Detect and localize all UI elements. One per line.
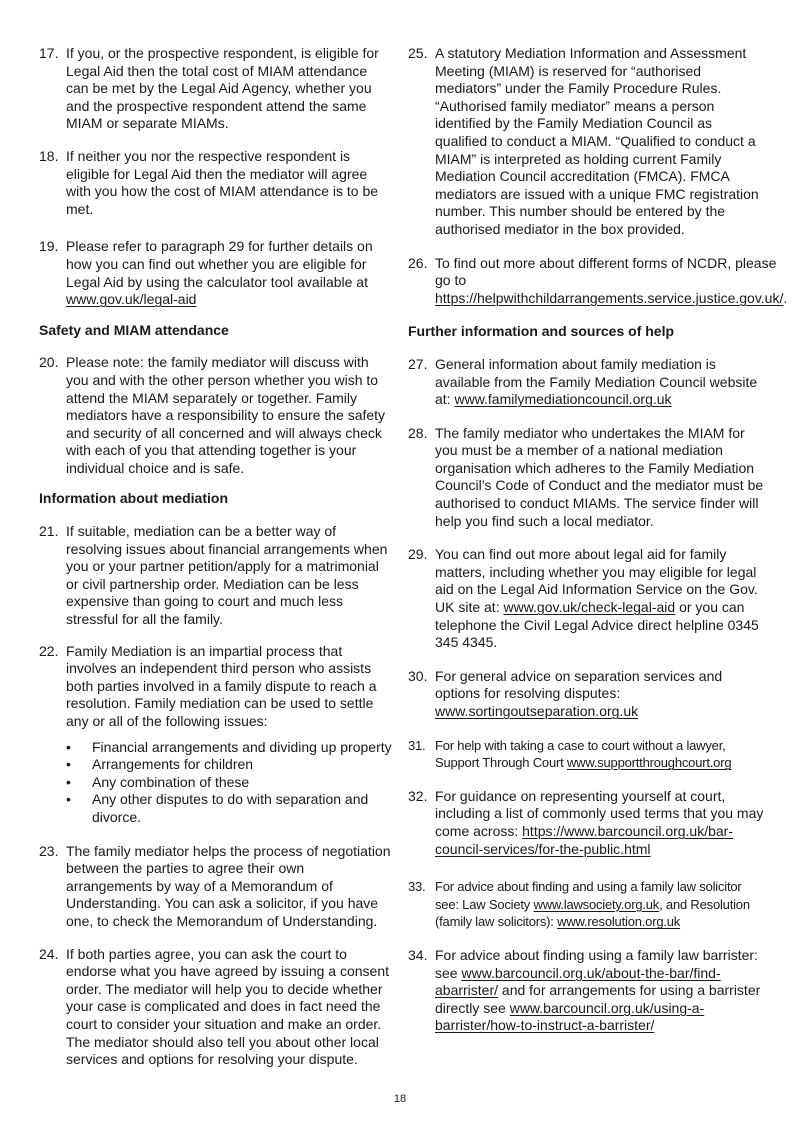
paragraph-number: 31. — [408, 737, 426, 753]
paragraph-text: A statutory Mediation Information and Assessment Meeting (MIAM) is reserved for “authorised mediators” under the Family Procedure Rules. “Authorised family mediator” means a person identified by the Family Mediation Council as qualified to conduct a MIAM. “Qualified to conduct a MIAM” is interpreted as holding current Family Mediation Council accreditation (FMCA). FMCA mediators are issued with a unique FMC registration number. This number should be entered by the authorised mediator in the box provided. — [435, 45, 759, 237]
paragraph-text: Please note: the family mediator will discuss with you and with the other person whether you wish to attend the MIAM separately or together. Family mediators have a responsibility to ensure the safety and security of all concerned and will always check with each of you that attending together is your individual choice and is safe. — [66, 354, 386, 476]
paragraph-text — [66, 238, 393, 308]
support-through-court-link[interactable]: www.supportthroughcourt.org — [566, 755, 732, 771]
paragraph-text: If you, or the prospective respondent, is eligible for Legal Aid then the total cost of MIAM attendance can be met by the Legal Aid Agency, whether you and the prospective respondent attend the same MIAM or separate MIAMs. — [66, 45, 379, 132]
paragraph-number: 21. — [39, 523, 59, 540]
paragraph-number: 34. — [408, 946, 428, 963]
paragraph-17 — [39, 45, 393, 133]
paragraph-number: 26. — [408, 254, 428, 271]
paragraph-number: 25. — [408, 45, 428, 61]
sorting-out-separation-link[interactable]: www.sortingoutseparation.org.uk — [435, 703, 639, 719]
paragraph-text: For guidance on representing yourself at court, including a list of commonly used terms that you may come across: — [435, 787, 764, 839]
paragraph-text: For advice about finding and using a family law solicitor see: Law Society — [435, 879, 742, 912]
paragraph-text: If suitable, mediation can be a better way of resolving issues about financial arrangements when you or your partner petition/apply for a matrimonial or civil partnership order. Mediation can be less expensive than going to court and much less stressful for all the family. — [66, 523, 388, 628]
list-item: • Any other disputes to do with separation and divorce. — [66, 791, 369, 825]
paragraph-number: 20. — [39, 354, 59, 371]
paragraph-number: 33. — [408, 879, 426, 895]
paragraph-number: 22. — [39, 642, 59, 659]
paragraph-22 — [39, 643, 393, 827]
paragraph-text: For advice about finding using a family law barrister: see — [435, 946, 758, 981]
bullet-icon: • — [66, 791, 71, 808]
paragraph-number: 19. — [39, 238, 59, 255]
paragraph-text: The family mediator helps the process of negotiation between the parties to agree their own arrangements by way of a Memorandum of Understanding. You can ask a solicitor, if you have one, to check the Memorandum of Understanding. — [66, 842, 391, 929]
paragraph-number: 27. — [408, 355, 428, 372]
section-heading-safety: Safety and MIAM attendance — [39, 321, 229, 338]
list-item: • Arrangements for children — [66, 756, 254, 773]
paragraph-18 — [39, 148, 393, 218]
paragraph-number: 30. — [408, 667, 428, 684]
paragraph-text: For general advice on separation services and options for resolving disputes: — [435, 667, 723, 702]
right-column — [408, 45, 788, 1050]
paragraph-number: 17. — [39, 45, 59, 61]
paragraph-number: 28. — [408, 424, 428, 441]
paragraph-31 — [408, 737, 764, 772]
paragraph-33: 33. For advice about finding and using a family law solicitor see: Law Society www.lawsociety.org.uk, and Resolution (family law solicitors): www.resolution.org.uk — [408, 879, 750, 930]
paragraph-20 — [39, 354, 393, 477]
bullet-icon: • — [66, 756, 71, 773]
list-item: • Financial arrangements and dividing up property — [66, 738, 392, 755]
check-legal-aid-link[interactable]: www.gov.uk/check-legal-aid — [503, 599, 676, 616]
paragraph-text: If neither you nor the respective respondent is eligible for Legal Aid then the mediator will agree with you how the cost of MIAM attendance is to be met. — [66, 147, 379, 217]
list-item: • Any combination of these — [66, 773, 250, 790]
paragraph-24 — [39, 946, 393, 1069]
bullet-icon: • — [66, 773, 71, 790]
fmc-website-link[interactable]: www.familymediationcouncil.org.uk — [454, 391, 672, 408]
paragraph-text-part: Please refer to paragraph 29 for further details on how you can find out whether you are eligible for Legal Aid by using the calculator tool available at — [66, 238, 373, 290]
paragraph-34: 34. For advice about finding using a family law barrister: see www.barcouncil.org.uk/about-the-bar/find-abarrister/ and for arrangements for using a barrister directly see www.barcouncil.org.uk/using-a-barrister/how-to-instruct-a-barrister/ — [408, 946, 761, 1034]
find-barrister-link[interactable]: www.barcouncil.org.uk/about-the-bar/find-abarrister/ — [435, 964, 721, 999]
section-heading-information: Information about mediation — [39, 490, 228, 507]
left-column — [39, 45, 393, 1084]
paragraph-27 — [408, 356, 764, 409]
paragraph-text: The family mediator who undertakes the MIAM for you must be a member of a national mediation organisation which adheres to the Family Mediation Council’s Code of Conduct and the mediator must be authorised to conduct MIAMs. The service finder will help you find such a local mediator. — [435, 424, 764, 529]
paragraph-number: 24. — [39, 945, 59, 962]
instruct-barrister-link[interactable]: www.barcouncil.org.uk/using-a-barrister/how-to-instruct-a-barrister/ — [435, 999, 705, 1034]
bullet-icon: • — [66, 738, 71, 755]
paragraph-23 — [39, 843, 393, 931]
paragraph-21 — [39, 523, 393, 629]
paragraph-29: 29. You can find out more about legal aid for family matters, including whether you may eligible for legal aid on the Legal Aid Information Service on the Gov. UK site at: www.gov.uk/check-legal-aid or you can telephone the Civil Legal Advice direct helpline 0345 345 4345. — [408, 546, 759, 651]
issues-list — [66, 739, 393, 827]
paragraph-number: 18. — [39, 147, 59, 164]
law-society-link[interactable]: www.lawsociety.org.uk — [533, 896, 660, 912]
paragraph-text: Family Mediation is an impartial process that involves an independent third person who assists both parties involved in a family dispute to reach a resolution. Family mediation can be used to settle any or all of the following issues: — [66, 642, 377, 729]
section-heading-further: Further information and sources of help — [408, 323, 675, 340]
paragraph-number: 23. — [39, 842, 59, 859]
page-number: 18 — [393, 1093, 407, 1105]
paragraph-text: You can find out more about legal aid for family matters, including whether you may eligible for legal aid on the Legal Aid Information Service on the Gov. UK site at: — [435, 546, 758, 616]
legal-aid-link[interactable]: www.gov.uk/legal-aid — [66, 291, 197, 308]
paragraph-number: 29. — [408, 546, 428, 563]
paragraph-32 — [408, 788, 764, 858]
paragraph-text: If both parties agree, you can ask the court to endorse what you have agreed by issuing a consent order. The mediator will help you to decide whether your case is complicated and does in fact need the court to consider your situation and make an order. The mediator should also tell you about other local services and options for resolving your dispute. — [66, 945, 389, 1068]
paragraph-26: 26. To find out more about different forms of NCDR, please go to https://helpwithchildarrangements.service.justice.gov.uk/. — [408, 254, 788, 306]
paragraph-30 — [408, 668, 764, 721]
paragraph-28 — [408, 425, 764, 531]
paragraph-text: For help with taking a case to court without a lawyer, Support Through Court — [435, 737, 726, 771]
ncdr-link[interactable]: https://helpwithchildarrangements.service.justice.gov.uk/ — [435, 289, 784, 306]
paragraph-text: General information about family mediation is available from the Family Mediation Council website at: — [435, 355, 758, 408]
bar-council-public-link[interactable]: https://www.barcouncil.org.uk/bar-council-services/for-the-public.html — [435, 822, 734, 857]
resolution-link[interactable]: www.resolution.org.uk — [557, 914, 681, 930]
paragraph-19 — [39, 238, 393, 308]
paragraph-number: 32. — [408, 787, 428, 804]
paragraph-25 — [408, 45, 764, 239]
paragraph-text: To find out more about different forms of NCDR, please go to — [435, 254, 777, 289]
